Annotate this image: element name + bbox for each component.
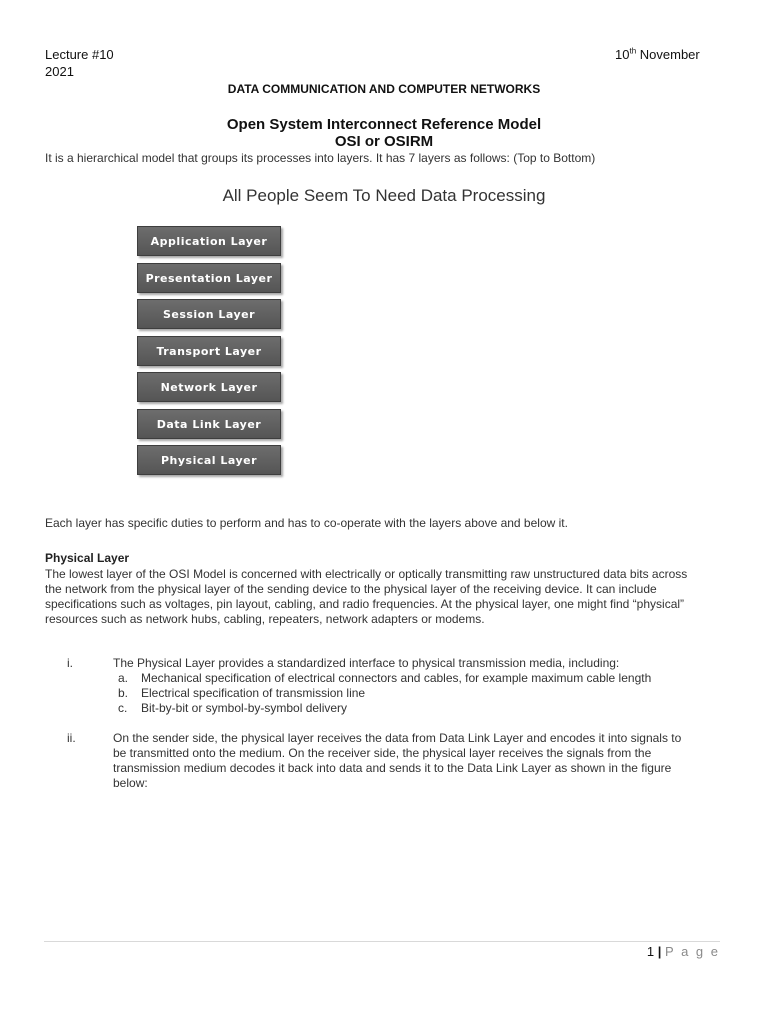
course-title: DATA COMMUNICATION AND COMPUTER NETWORKS: [227, 82, 541, 96]
paragraph-line: specifications such as voltages, pin layout, cabling, and radio frequencies. At the physical layer, one might find “physical”: [45, 597, 685, 611]
date-day: 10: [615, 47, 630, 62]
layer-transport: Transport Layer: [137, 336, 281, 366]
sublist-letter: c.: [118, 701, 128, 715]
lecture-date: [615, 47, 700, 63]
sublist-item: Bit-by-bit or symbol-by-symbol delivery: [141, 701, 348, 715]
list-item-line: be transmitted onto the medium. On the receiver side, the physical layer receives the signals from the: [113, 746, 652, 760]
layer-network: Network Layer: [137, 372, 281, 402]
footer-divider: [44, 941, 720, 942]
layer-presentation: Presentation Layer: [137, 263, 281, 293]
layer-physical: Physical Layer: [137, 445, 281, 475]
layer-session: Session Layer: [137, 299, 281, 329]
paragraph-line: resources such as network hubs, cabling, repeaters, network adapters or modems.: [45, 612, 485, 626]
paragraph-line: the network from the physical layer of the sending device to the physical layer of the receiving device. It can include: [45, 582, 657, 596]
page-number: 1: [646, 944, 655, 959]
layer-data-link: Data Link Layer: [137, 409, 281, 439]
date-ordinal: th: [629, 46, 637, 56]
layer-duties-text: Each layer has specific duties to perform and has to co-operate with the layers above and below it.: [45, 516, 568, 530]
list-item-line: below:: [113, 776, 148, 790]
lecture-number: Lecture #10: [45, 47, 114, 62]
list-number: ii.: [67, 731, 76, 745]
paragraph-line: The lowest layer of the OSI Model is concerned with electrically or optically transmitting raw unstructured data bits across: [45, 567, 688, 581]
sublist-letter: b.: [118, 686, 129, 700]
footer-separator: |: [657, 944, 662, 959]
page-label: P a g e: [665, 944, 720, 959]
sublist-letter: a.: [118, 671, 129, 685]
model-intro: It is a hierarchical model that groups its processes into layers. It has 7 layers as follows: (Top to Bottom): [45, 151, 596, 165]
list-item-line: transmission medium decodes it back into data and sends it to the Data Link Layer as shown in the figure: [113, 761, 672, 775]
date-month: November: [639, 47, 700, 62]
lecture-year: 2021: [45, 64, 74, 79]
layer-application: Application Layer: [137, 226, 281, 256]
model-title: Open System Interconnect Reference Model: [226, 116, 542, 133]
sublist-item: Electrical specification of transmission line: [141, 686, 366, 700]
list-item-text: The Physical Layer provides a standardized interface to physical transmission media, including:: [113, 656, 620, 670]
sublist-item: Mechanical specification of electrical connectors and cables, for example maximum cable length: [141, 671, 652, 685]
list-number: i.: [67, 656, 73, 670]
physical-layer-paragraph: [45, 567, 725, 627]
page-footer: [600, 944, 720, 959]
list-item-text: [113, 731, 713, 791]
mnemonic-heading: All People Seem To Need Data Processing: [222, 186, 546, 205]
model-subtitle: OSI or OSIRM: [334, 133, 434, 150]
physical-layer-heading: Physical Layer: [45, 551, 130, 565]
list-item-line: On the sender side, the physical layer receives the data from Data Link Layer and encodes it into signals to: [113, 731, 682, 745]
